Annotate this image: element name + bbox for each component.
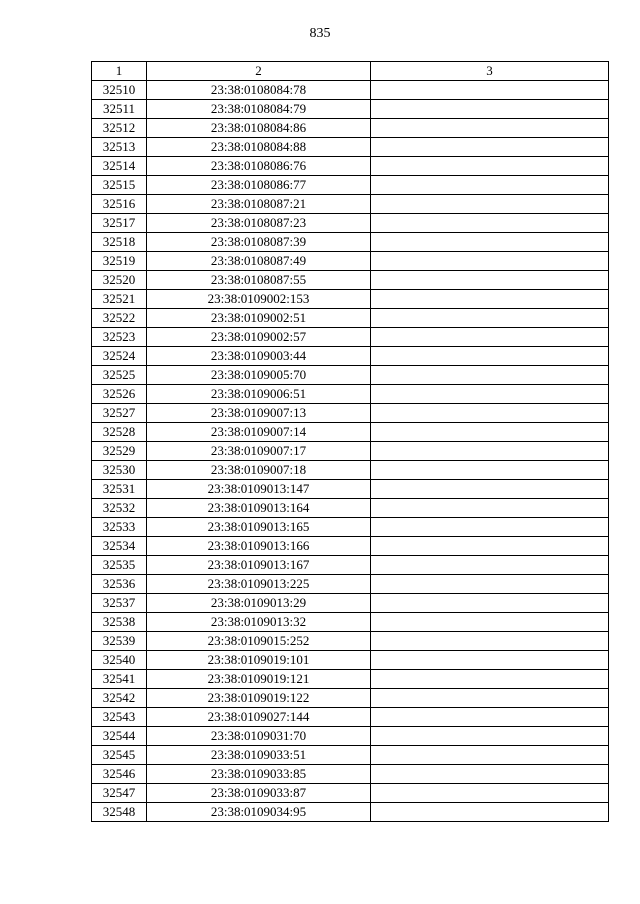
row-number-cell: 32521 [92, 290, 147, 309]
column-header-2: 2 [147, 62, 371, 81]
note-cell [371, 670, 609, 689]
row-number-cell: 32516 [92, 195, 147, 214]
cadastral-number-cell: 23:38:0108087:21 [147, 195, 371, 214]
cadastral-number-cell: 23:38:0109006:51 [147, 385, 371, 404]
table-row [92, 442, 609, 461]
table-row [92, 499, 609, 518]
table-header [92, 62, 609, 81]
cadastral-number-cell: 23:38:0109019:121 [147, 670, 371, 689]
cadastral-number-cell: 23:38:0108084:78 [147, 81, 371, 100]
table-row [92, 309, 609, 328]
row-number-cell: 32510 [92, 81, 147, 100]
cadastral-number-cell: 23:38:0109002:57 [147, 328, 371, 347]
row-number-cell: 32541 [92, 670, 147, 689]
row-number-cell: 32522 [92, 309, 147, 328]
cadastral-number-cell: 23:38:0109015:252 [147, 632, 371, 651]
note-cell [371, 328, 609, 347]
note-cell [371, 233, 609, 252]
cadastral-number-cell: 23:38:0109013:147 [147, 480, 371, 499]
table-row [92, 423, 609, 442]
row-number-cell: 32512 [92, 119, 147, 138]
table-row [92, 100, 609, 119]
cadastral-number-cell: 23:38:0108087:23 [147, 214, 371, 233]
cadastral-number-cell: 23:38:0109013:225 [147, 575, 371, 594]
note-cell [371, 461, 609, 480]
row-number-cell: 32523 [92, 328, 147, 347]
note-cell [371, 385, 609, 404]
table-row [92, 404, 609, 423]
table-row [92, 214, 609, 233]
note-cell [371, 119, 609, 138]
row-number-cell: 32542 [92, 689, 147, 708]
row-number-cell: 32540 [92, 651, 147, 670]
row-number-cell: 32517 [92, 214, 147, 233]
table-row [92, 157, 609, 176]
row-number-cell: 32530 [92, 461, 147, 480]
table-row [92, 651, 609, 670]
table-row [92, 537, 609, 556]
table-row [92, 594, 609, 613]
row-number-cell: 32546 [92, 765, 147, 784]
cadastral-number-cell: 23:38:0108084:86 [147, 119, 371, 138]
cadastral-number-cell: 23:38:0109002:153 [147, 290, 371, 309]
cadastral-number-cell: 23:38:0108086:76 [147, 157, 371, 176]
row-number-cell: 32525 [92, 366, 147, 385]
cadastral-number-cell: 23:38:0109031:70 [147, 727, 371, 746]
table-row [92, 803, 609, 822]
cadastral-number-cell: 23:38:0109013:29 [147, 594, 371, 613]
note-cell [371, 746, 609, 765]
table-row [92, 385, 609, 404]
note-cell [371, 651, 609, 670]
cadastral-number-cell: 23:38:0108084:88 [147, 138, 371, 157]
note-cell [371, 518, 609, 537]
row-number-cell: 32544 [92, 727, 147, 746]
row-number-cell: 32524 [92, 347, 147, 366]
table-row [92, 347, 609, 366]
row-number-cell: 32537 [92, 594, 147, 613]
table-row [92, 575, 609, 594]
table-body [92, 81, 609, 822]
row-number-cell: 32513 [92, 138, 147, 157]
table-row [92, 81, 609, 100]
table-row [92, 138, 609, 157]
row-number-cell: 32533 [92, 518, 147, 537]
cadastral-number-cell: 23:38:0109033:85 [147, 765, 371, 784]
table-row [92, 271, 609, 290]
row-number-cell: 32527 [92, 404, 147, 423]
note-cell [371, 157, 609, 176]
cadastral-number-cell: 23:38:0108087:55 [147, 271, 371, 290]
note-cell [371, 803, 609, 822]
cadastral-number-cell: 23:38:0109007:17 [147, 442, 371, 461]
table-row [92, 765, 609, 784]
note-cell [371, 404, 609, 423]
table-row [92, 195, 609, 214]
row-number-cell: 32535 [92, 556, 147, 575]
row-number-cell: 32529 [92, 442, 147, 461]
table-row [92, 670, 609, 689]
note-cell [371, 195, 609, 214]
row-number-cell: 32511 [92, 100, 147, 119]
row-number-cell: 32518 [92, 233, 147, 252]
note-cell [371, 81, 609, 100]
cadastral-number-cell: 23:38:0109003:44 [147, 347, 371, 366]
table-row [92, 252, 609, 271]
cadastral-number-cell: 23:38:0109034:95 [147, 803, 371, 822]
row-number-cell: 32515 [92, 176, 147, 195]
cadastral-number-cell: 23:38:0109013:167 [147, 556, 371, 575]
note-cell [371, 632, 609, 651]
row-number-cell: 32520 [92, 271, 147, 290]
table-row [92, 784, 609, 803]
cadastral-number-cell: 23:38:0109002:51 [147, 309, 371, 328]
cadastral-number-cell: 23:38:0109007:14 [147, 423, 371, 442]
cadastral-number-cell: 23:38:0108084:79 [147, 100, 371, 119]
note-cell [371, 575, 609, 594]
table-row [92, 233, 609, 252]
cadastral-number-cell: 23:38:0109007:13 [147, 404, 371, 423]
cadastral-number-cell: 23:38:0108086:77 [147, 176, 371, 195]
cadastral-number-cell: 23:38:0109005:70 [147, 366, 371, 385]
table-row [92, 119, 609, 138]
row-number-cell: 32526 [92, 385, 147, 404]
row-number-cell: 32531 [92, 480, 147, 499]
cadastral-number-cell: 23:38:0108087:49 [147, 252, 371, 271]
cadastral-number-cell: 23:38:0109019:122 [147, 689, 371, 708]
cadastral-number-cell: 23:38:0109013:164 [147, 499, 371, 518]
table-row [92, 556, 609, 575]
note-cell [371, 252, 609, 271]
note-cell [371, 765, 609, 784]
row-number-cell: 32528 [92, 423, 147, 442]
cadastral-number-cell: 23:38:0109007:18 [147, 461, 371, 480]
note-cell [371, 556, 609, 575]
note-cell [371, 594, 609, 613]
row-number-cell: 32539 [92, 632, 147, 651]
cadastral-number-cell: 23:38:0108087:39 [147, 233, 371, 252]
table-row [92, 328, 609, 347]
note-cell [371, 613, 609, 632]
cadastral-number-cell: 23:38:0109027:144 [147, 708, 371, 727]
table-row [92, 290, 609, 309]
row-number-cell: 32543 [92, 708, 147, 727]
row-number-cell: 32545 [92, 746, 147, 765]
table-row [92, 727, 609, 746]
row-number-cell: 32514 [92, 157, 147, 176]
note-cell [371, 499, 609, 518]
note-cell [371, 271, 609, 290]
table-row [92, 613, 609, 632]
table-row [92, 518, 609, 537]
cadastral-number-cell: 23:38:0109019:101 [147, 651, 371, 670]
page-number: 835 [309, 26, 331, 41]
row-number-cell: 32547 [92, 784, 147, 803]
row-number-cell: 32548 [92, 803, 147, 822]
cadastral-number-cell: 23:38:0109013:32 [147, 613, 371, 632]
cadastral-number-cell: 23:38:0109013:165 [147, 518, 371, 537]
row-number-cell: 32519 [92, 252, 147, 271]
column-header-1: 1 [92, 62, 147, 81]
note-cell [371, 708, 609, 727]
note-cell [371, 138, 609, 157]
note-cell [371, 784, 609, 803]
note-cell [371, 290, 609, 309]
note-cell [371, 347, 609, 366]
cadastral-number-cell: 23:38:0109013:166 [147, 537, 371, 556]
note-cell [371, 537, 609, 556]
note-cell [371, 366, 609, 385]
note-cell [371, 689, 609, 708]
cadastral-number-cell: 23:38:0109033:87 [147, 784, 371, 803]
note-cell [371, 727, 609, 746]
cadastral-table [91, 61, 609, 822]
column-header-3: 3 [371, 62, 609, 81]
note-cell [371, 176, 609, 195]
table-row [92, 366, 609, 385]
table-row [92, 480, 609, 499]
table-row [92, 632, 609, 651]
table-row [92, 176, 609, 195]
row-number-cell: 32536 [92, 575, 147, 594]
note-cell [371, 100, 609, 119]
note-cell [371, 442, 609, 461]
note-cell [371, 214, 609, 233]
cadastral-number-cell: 23:38:0109033:51 [147, 746, 371, 765]
row-number-cell: 32534 [92, 537, 147, 556]
table-row [92, 708, 609, 727]
row-number-cell: 32538 [92, 613, 147, 632]
row-number-cell: 32532 [92, 499, 147, 518]
header-row [92, 62, 609, 81]
note-cell [371, 480, 609, 499]
table-row [92, 461, 609, 480]
table-row [92, 746, 609, 765]
note-cell [371, 423, 609, 442]
note-cell [371, 309, 609, 328]
table-row [92, 689, 609, 708]
